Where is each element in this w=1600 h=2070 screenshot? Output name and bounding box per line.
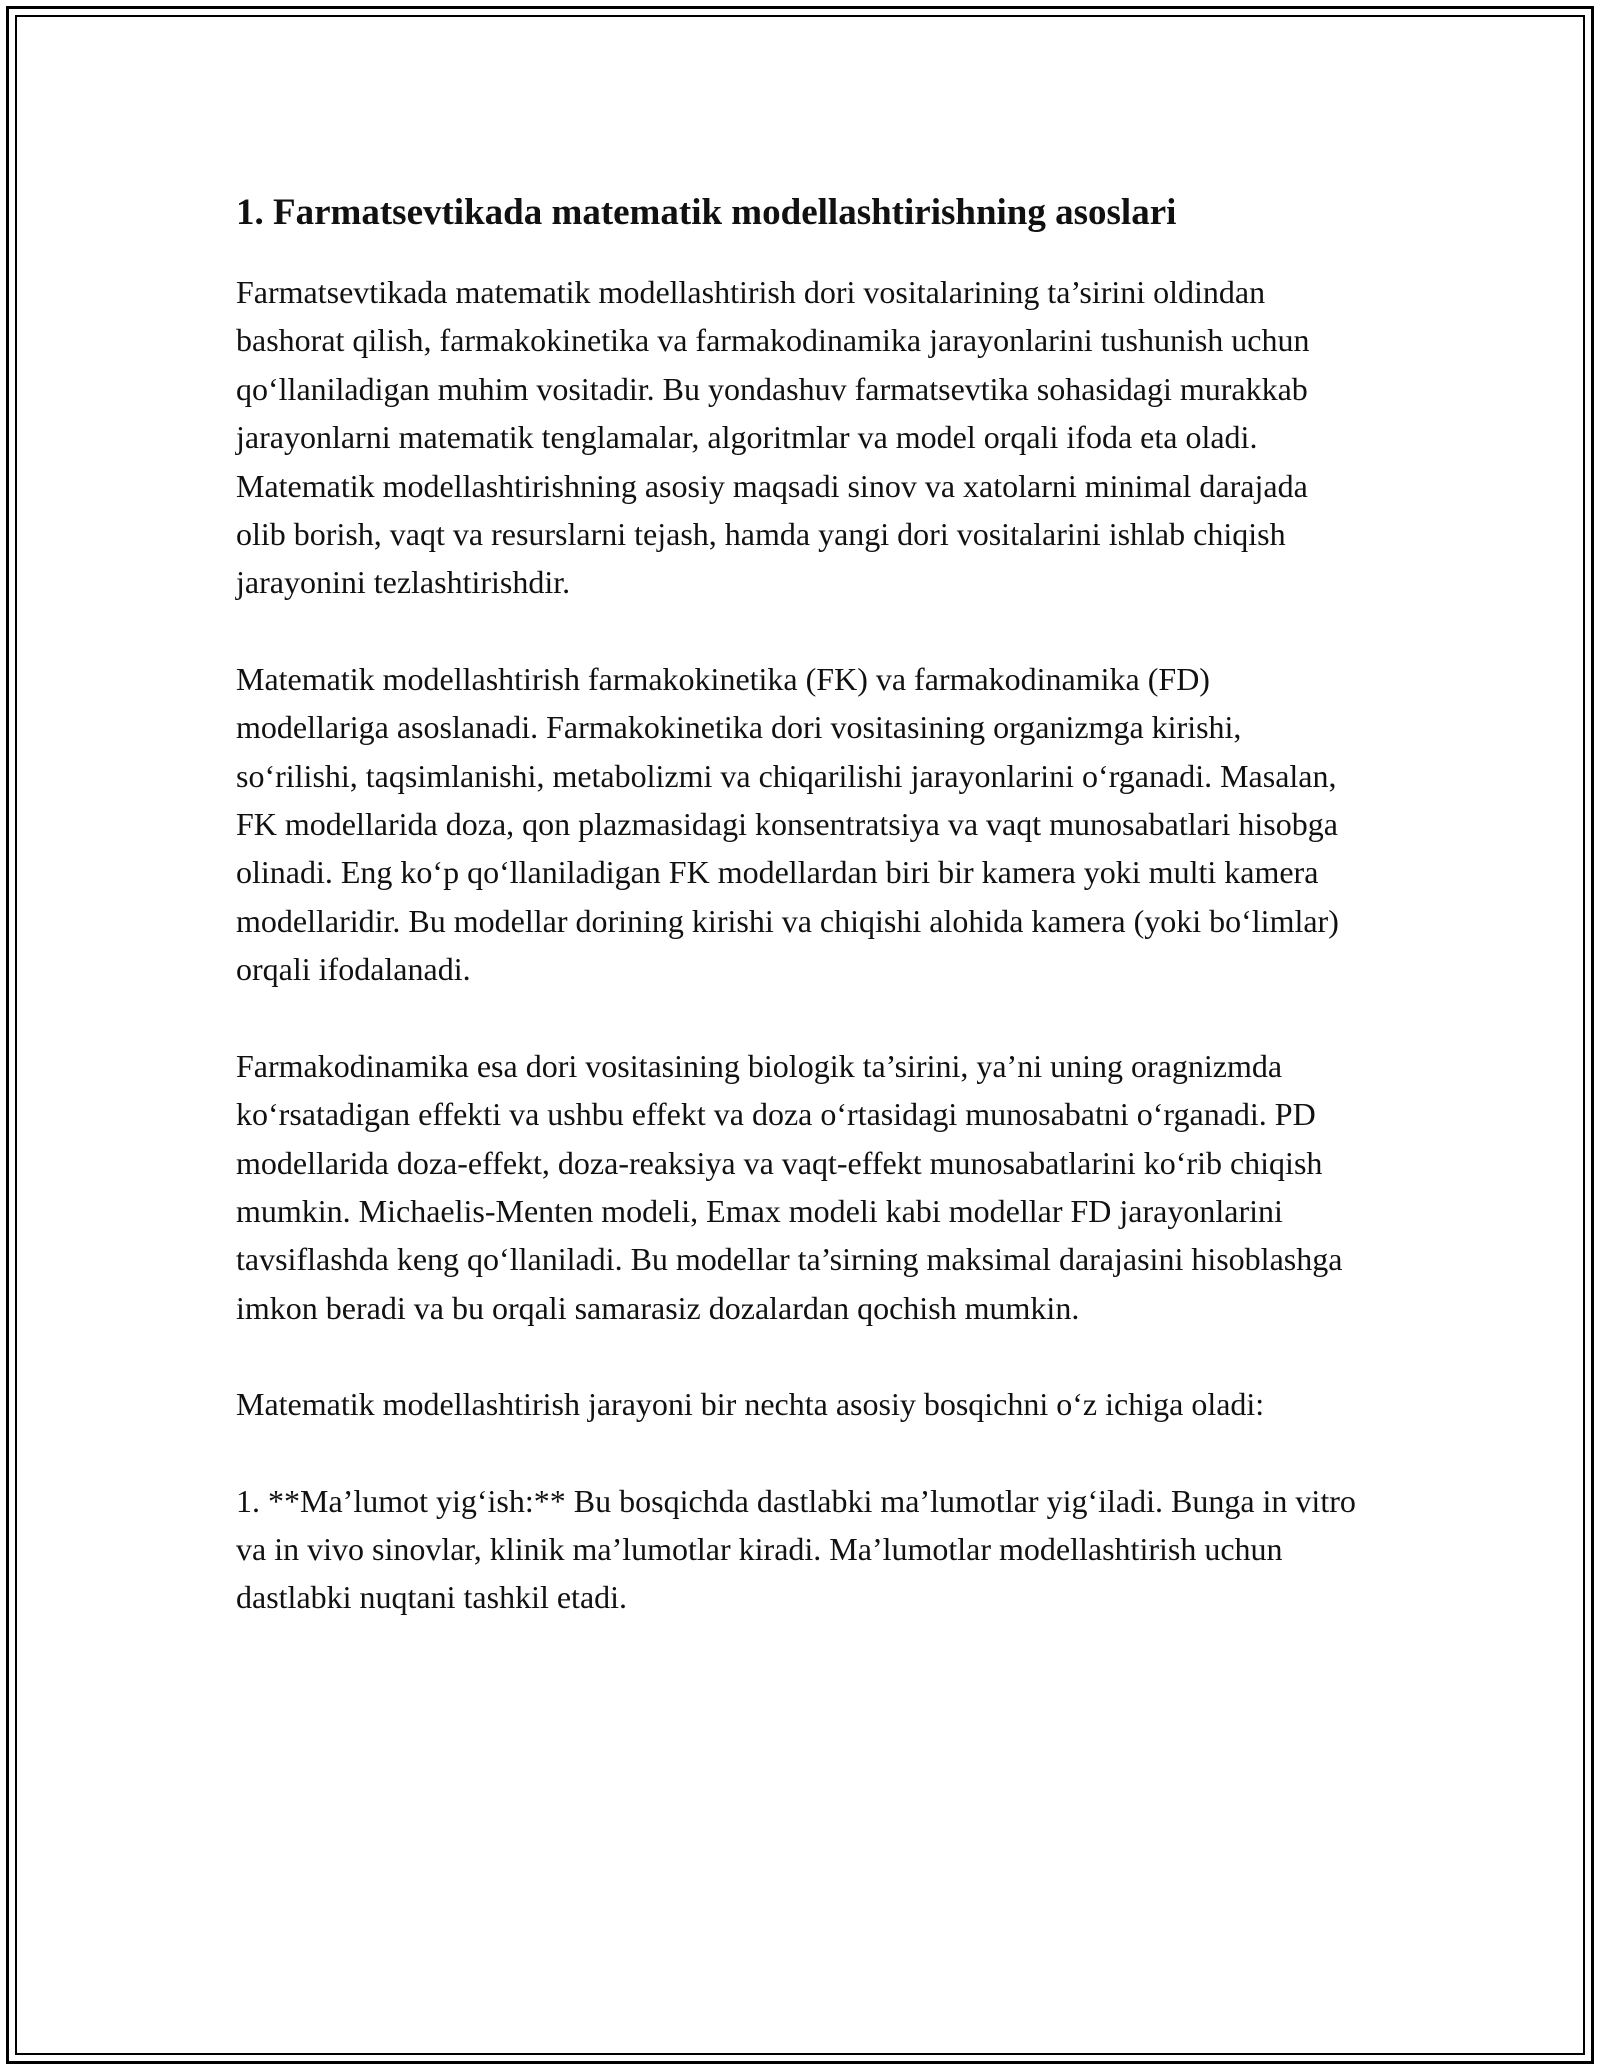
paragraph-intro: Farmatsevtikada matematik modellashtirish dori vositalarining ta’sirini oldindan bashorat qilish, farmakokinetika va farmakodinamika jarayonlarini tushunish uchun qo‘llaniladigan muhim vositadir. Bu yondashuv farmatsevtika sohasidagi murakkab jarayonlarni matematik tenglamalar, algoritmlar va model orqali ifoda eta oladi. Matematik modellashtirishning asosiy maqsadi sinov va xatolarni minimal darajada olib borish, vaqt va resurslarni tejash, hamda yangi dori vositalarini ishlab chiqish jarayonini tezlashtirishdir.: [236, 274, 1310, 601]
document-body: [236, 186, 1360, 1622]
paragraph-pharmacokinetics: Matematik modellashtirish farmakokinetika (FK) va farmakodinamika (FD) modellariga asoslanadi. Farmakokinetika dori vositasining organizmga kirishi, so‘rilishi, taqsimlanishi, metabolizmi va chiqarilishi jarayonlarini o‘rganadi. Masalan, FK modellarida doza, qon plazmasidagi konsentratsiya va vaqt munosabatlari hisobga olinadi. Eng ko‘p qo‘llaniladigan FK modellardan biri bir kamera yoki multi kamera modellaridir. Bu modellar dorining kirishi va chiqishi alohida kamera (yoki bo‘limlar) orqali ifodalanadi.: [236, 660, 1339, 988]
section-heading: 1. Farmatsevtikada matematik modellashtirishning asoslari: [236, 192, 1177, 233]
paragraph-stages-intro: Matematik modellashtirish jarayoni bir nechta asosiy bosqichni o‘z ichiga oladi:: [236, 1386, 1265, 1423]
paragraph-pharmacodynamics: Farmakodinamika esa dori vositasining biologik ta’sirini, ya’ni uning oragnizmda ko‘rsatadigan effekti va ushbu effekt va doza o‘rtasidagi munosabatni o‘rganadi. PD modellarida doza-effekt, doza-reaksiya va vaqt-effekt munosabatlarini ko‘rib chiqish mumkin. Michaelis-Menten modeli, Emax modeli kabi modellar FD jarayonlarini tavsiflashda keng qo‘llaniladi. Bu modellar ta’sirning maksimal darajasini hisoblashga imkon beradi va bu orqali samarasiz dozalardan qochish mumkin.: [236, 1047, 1343, 1326]
paragraph-stage-1: 1. **Ma’lumot yig‘ish:** Bu bosqichda dastlabki ma’lumotlar yig‘iladi. Bunga in vitro va in vivo sinovlar, klinik ma’lumotlar kiradi. Ma’lumotlar modellashtirish uchun dastlabki nuqtani tashkil etadi.: [236, 1482, 1356, 1616]
